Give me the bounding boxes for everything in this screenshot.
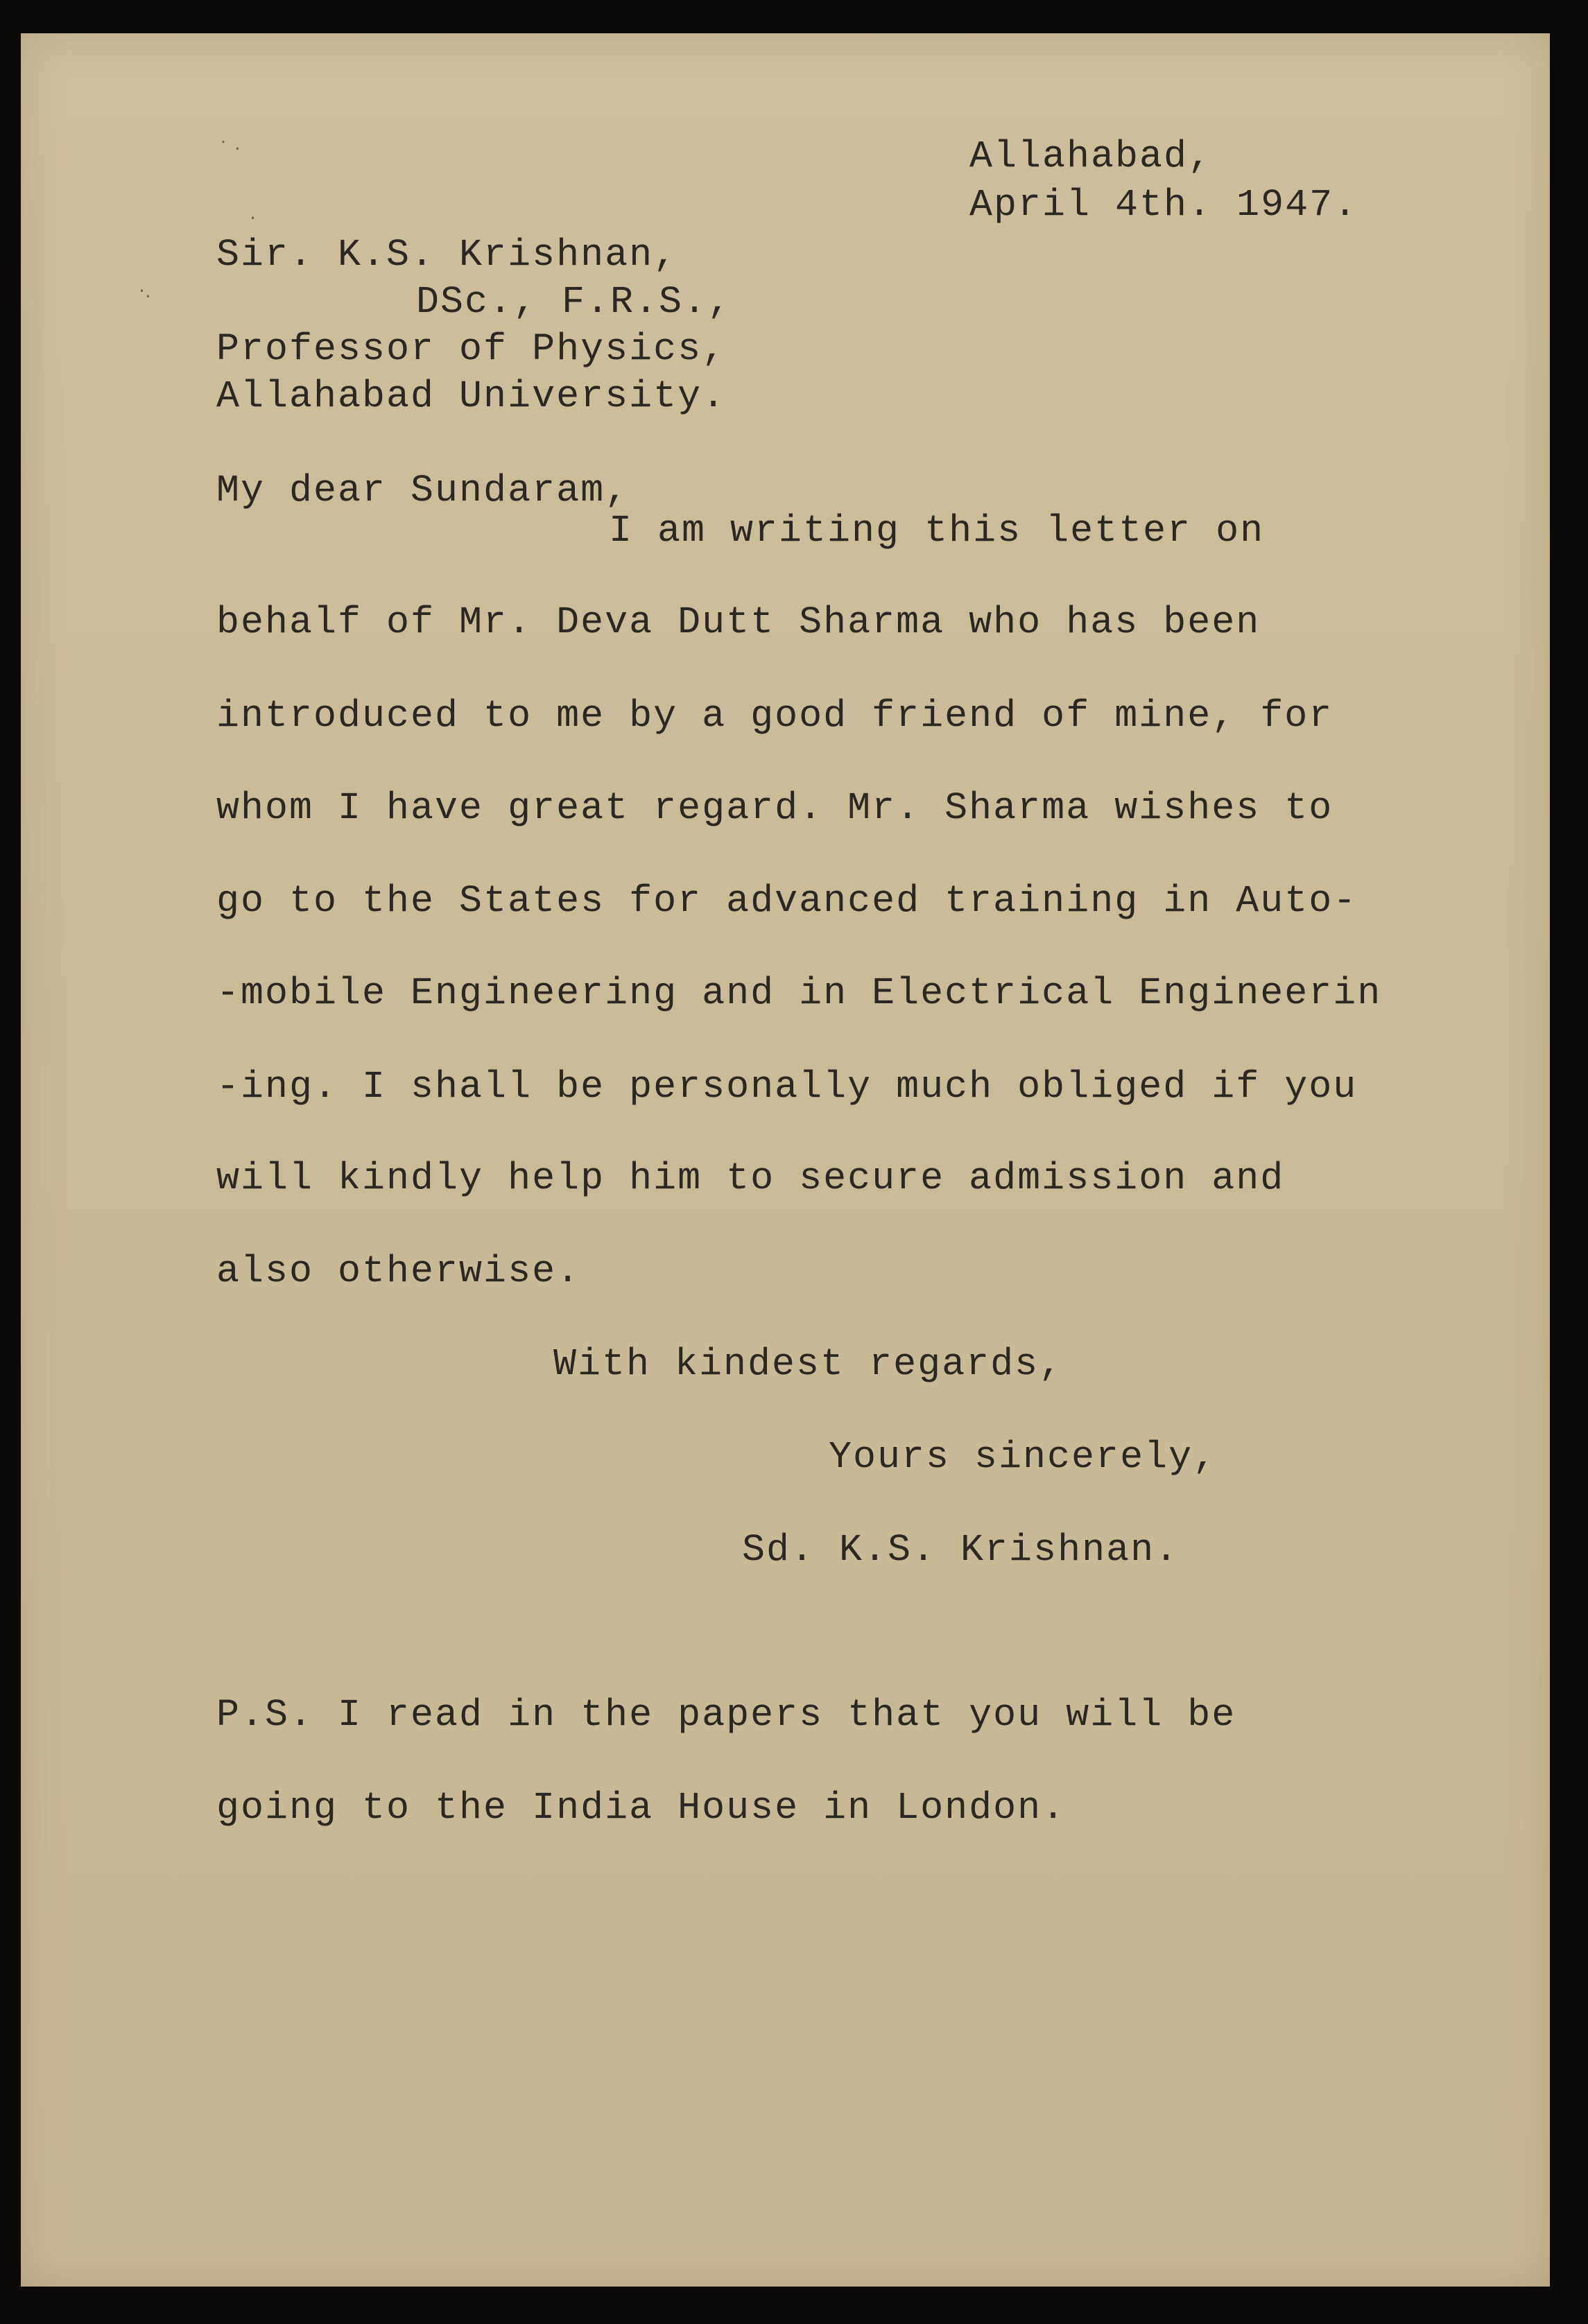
- paper-crease-mark: ·.: [139, 279, 151, 302]
- addressee-degrees: DSc., F.R.S.,: [416, 280, 732, 324]
- body-line: -ing. I shall be personally much obliged if you: [216, 1065, 1358, 1109]
- closing-signoff: Yours sincerely,: [829, 1435, 1218, 1479]
- body-line: introduced to me by a good friend of mine, for: [216, 694, 1334, 738]
- letter-place: Allahabad,: [969, 135, 1213, 178]
- addressee-name: Sir. K.S. Krishnan,: [216, 233, 678, 277]
- letter-date: April 4th. 1947.: [969, 183, 1358, 227]
- typed-letter-page: [21, 33, 1550, 2287]
- paper-crease-mark: ·: [250, 207, 256, 229]
- closing-signature: Sd. K.S. Krishnan.: [742, 1528, 1180, 1572]
- body-line: will kindly help him to secure admission and: [216, 1156, 1285, 1200]
- body-line: I am writing this letter on: [609, 509, 1265, 553]
- body-line: go to the States for advanced training in Auto-: [216, 879, 1358, 923]
- body-line: -mobile Engineering and in Electrical Engineerin: [216, 971, 1382, 1015]
- postscript-line: P.S. I read in the papers that you will be: [216, 1693, 1236, 1737]
- body-line: behalf of Mr. Deva Dutt Sharma who has been: [216, 600, 1261, 644]
- paper-crease-mark: ˙ ·: [218, 137, 241, 160]
- body-line: whom I have great regard. Mr. Sharma wishes to: [216, 786, 1334, 830]
- body-line: also otherwise.: [216, 1249, 581, 1293]
- postscript-line: going to the India House in London.: [216, 1786, 1067, 1830]
- closing-regards: With kindest regards,: [553, 1342, 1064, 1386]
- salutation: My dear Sundaram,: [216, 469, 630, 512]
- addressee-institution: Allahabad University.: [216, 374, 727, 418]
- addressee-position: Professor of Physics,: [216, 327, 727, 371]
